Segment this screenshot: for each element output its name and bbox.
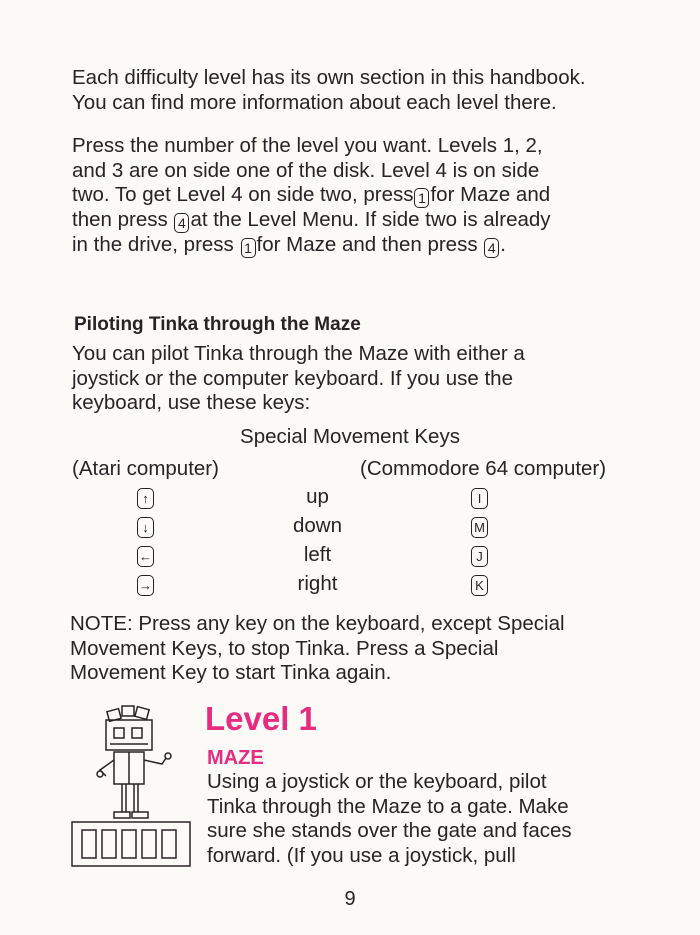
level-select-line — [72, 183, 672, 208]
intro-paragraph — [72, 66, 672, 115]
note-line: NOTE: Press any key on the keyboard, except Special — [70, 612, 565, 635]
level-body-line: sure she stands over the gate and faces — [207, 819, 572, 842]
note-paragraph — [70, 612, 670, 686]
key-1-icon: 1 — [414, 188, 429, 208]
level-subtitle: MAZE — [207, 747, 264, 769]
up-arrow-key-icon: ↑ — [137, 488, 154, 509]
level-body-line: Tinka through the Maze to a gate. Make — [207, 794, 569, 818]
level-body-line: forward. (If you use a joystick, pull — [207, 843, 516, 867]
key-k-icon: K — [471, 575, 488, 596]
movement-label: right — [297, 572, 338, 595]
intro-line: Each difficulty level has its own section in this handbook. — [72, 66, 586, 89]
text-span: then press — [72, 208, 168, 231]
text-span: for Maze and — [430, 183, 551, 206]
movement-row-left — [0, 543, 700, 574]
text-span: in the drive, press — [72, 233, 234, 256]
section-heading: Piloting Tinka through the Maze — [74, 314, 361, 335]
down-arrow-key-icon: ↓ — [137, 517, 154, 538]
movement-row-right — [0, 572, 700, 603]
note-line: Movement Key to start Tinka again. — [70, 661, 392, 684]
c64-header: (Commodore 64 computer) — [360, 457, 607, 480]
level-select-line: Press the number of the level you want. Levels 1, 2, — [72, 134, 543, 157]
movement-keys-title: Special Movement Keys — [240, 425, 460, 448]
movement-label: down — [292, 514, 342, 537]
text-span: at the Level Menu. If side two is already — [190, 208, 551, 231]
level-body-line: Using a joystick or the keyboard, pilot — [207, 770, 547, 793]
level-title: Level 1 — [205, 700, 317, 737]
movement-row-up — [0, 485, 700, 516]
movement-label: up — [306, 485, 329, 508]
atari-header: (Atari computer) — [72, 457, 219, 480]
level-select-line — [72, 233, 672, 258]
level-select-paragraph — [72, 134, 672, 258]
movement-row-down — [0, 514, 700, 545]
piloting-line: joystick or the computer keyboard. If you use the — [72, 366, 513, 390]
level-body — [207, 770, 647, 868]
text-span: for Maze and then press — [256, 233, 478, 256]
key-j-icon: J — [471, 546, 488, 567]
intro-line: You can find more information about each level there. — [72, 90, 557, 114]
left-arrow-key-icon: ← — [137, 546, 154, 567]
note-line: Movement Keys, to stop Tinka. Press a Special — [70, 636, 499, 660]
right-arrow-key-icon: → — [137, 575, 154, 596]
text-span: . — [500, 233, 506, 256]
text-span: two. To get Level 4 on side two, press — [72, 183, 414, 206]
level-select-line — [72, 208, 672, 233]
piloting-line: You can pilot Tinka through the Maze with either a — [72, 342, 525, 365]
piloting-paragraph — [72, 342, 672, 416]
key-m-icon: M — [471, 517, 488, 538]
level-select-line: and 3 are on side one of the disk. Level 4 is on side — [72, 158, 540, 182]
key-4-icon: 4 — [484, 238, 499, 258]
key-1-icon: 1 — [241, 238, 256, 258]
key-4-icon: 4 — [174, 213, 189, 233]
key-i-icon: I — [471, 488, 488, 509]
page-number: 9 — [344, 888, 356, 910]
movement-label: left — [303, 543, 332, 566]
tinka-robot-illustration — [70, 704, 195, 874]
piloting-line: keyboard, use these keys: — [72, 391, 311, 414]
